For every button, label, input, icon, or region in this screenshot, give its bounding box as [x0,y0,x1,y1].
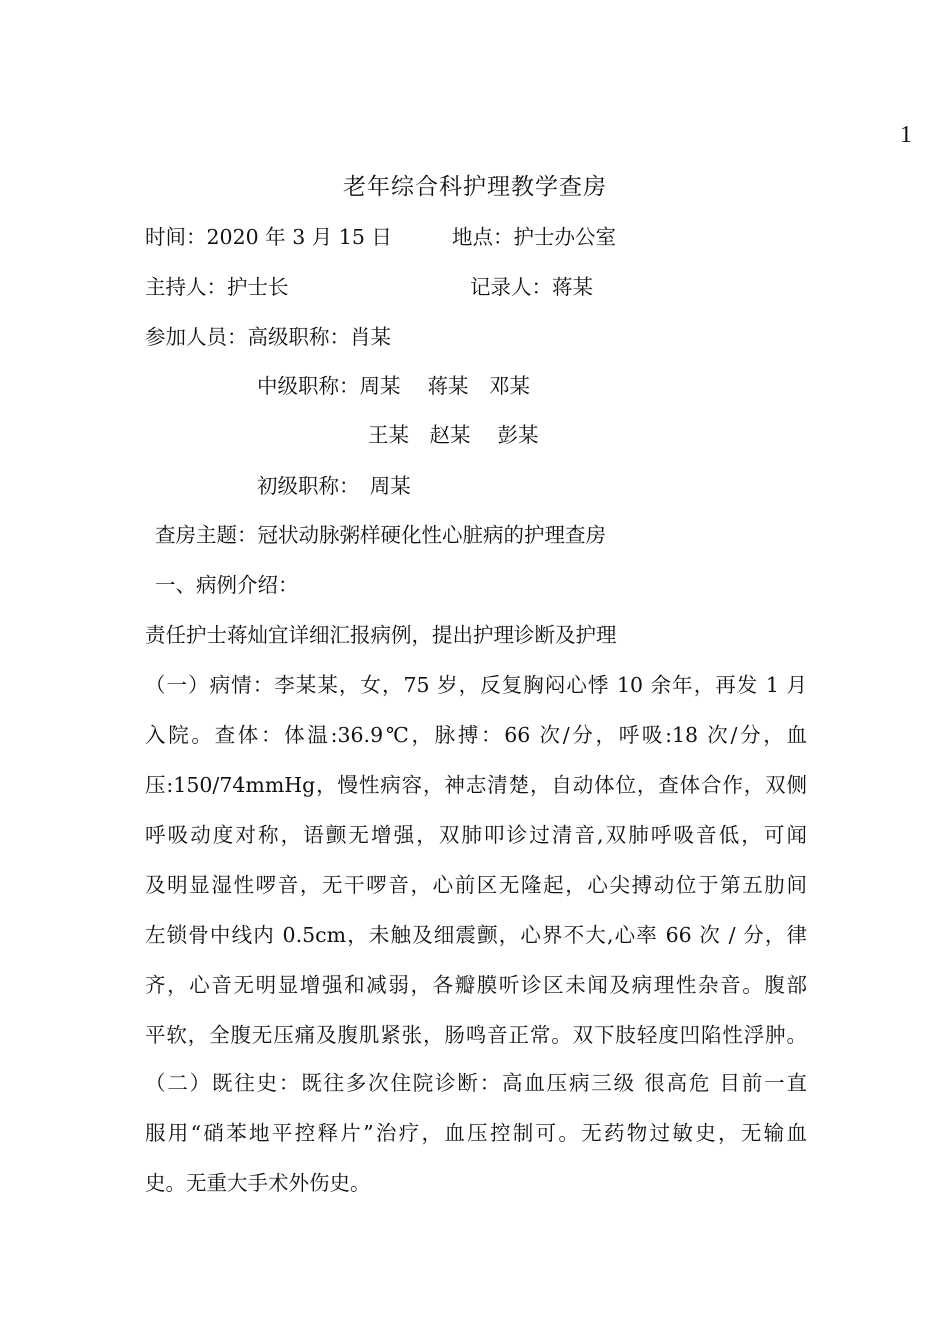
condition-paragraph [145,670,807,1070]
paragraph-line: 入院。查体：体温:36.9℃，脉搏：66 次/分，呼吸:18 次/分，血 [145,723,807,747]
paragraph-line: 齐，心音无明显增强和减弱，各瓣膜听诊区未闻及病理性杂音。腹部 [145,973,807,997]
paragraph-line: （二）既往史：既往多次住院诊断：高血压病三级 很高危 目前一直 [145,1071,807,1095]
time-field: 时间：2020 年 3 月 15 日 [145,225,392,249]
paragraph-line: 平软，全腹无压痛及腹肌紧张，肠鸣音正常。双下肢轻度凹陷性浮肿。 [145,1023,807,1047]
paragraph-line: 压:150/74mmHg，慢性病容，神志清楚，自动体位，查体合作，双侧 [145,773,807,797]
participants-junior: 初级职称： 周某 [257,474,411,498]
paragraph-line: 呼吸动度对称，语颤无增强，双肺叩诊过清音,双肺呼吸音低，可闻 [145,823,807,847]
section-heading-case-intro: 一、病例介绍： [155,573,299,597]
paragraph-line: 左锁骨中线内 0.5cm，未触及细震颤，心界不大,心率 66 次 / 分，律 [145,923,807,947]
intro-line: 责任护士蒋灿宜详细汇报病例，提出护理诊断及护理 [145,623,617,647]
participants-mid-line2: 王某 赵某 彭某 [368,423,539,447]
recorder-field: 记录人：蒋某 [470,275,593,299]
paragraph-line: 服用“硝苯地平控释片”治疗，血压控制可。无药物过敏史，无输血 [145,1121,807,1145]
participants-mid-line1: 中级职称：周某 蒋某 邓某 [257,374,531,398]
paragraph-line: （一）病情：李某某，女，75 岁，反复胸闷心悸 10 余年，再发 1 月 [145,673,807,697]
history-paragraph [145,1068,807,1218]
paragraph-line: 及明显湿性啰音，无干啰音，心前区无隆起，心尖搏动位于第五肋间 [145,873,807,897]
participants-senior: 参加人员：高级职称：肖某 [145,325,391,349]
place-field: 地点：护士办公室 [452,225,616,249]
host-field: 主持人：护士长 [145,275,289,299]
page-number: 1 [900,122,912,148]
paragraph-line: 史。无重大手术外伤史。 [145,1171,371,1195]
document-title: 老年综合科护理教学查房 [343,174,607,200]
rounds-topic: 查房主题：冠状动脉粥样硬化性心脏病的护理查房 [155,523,606,547]
